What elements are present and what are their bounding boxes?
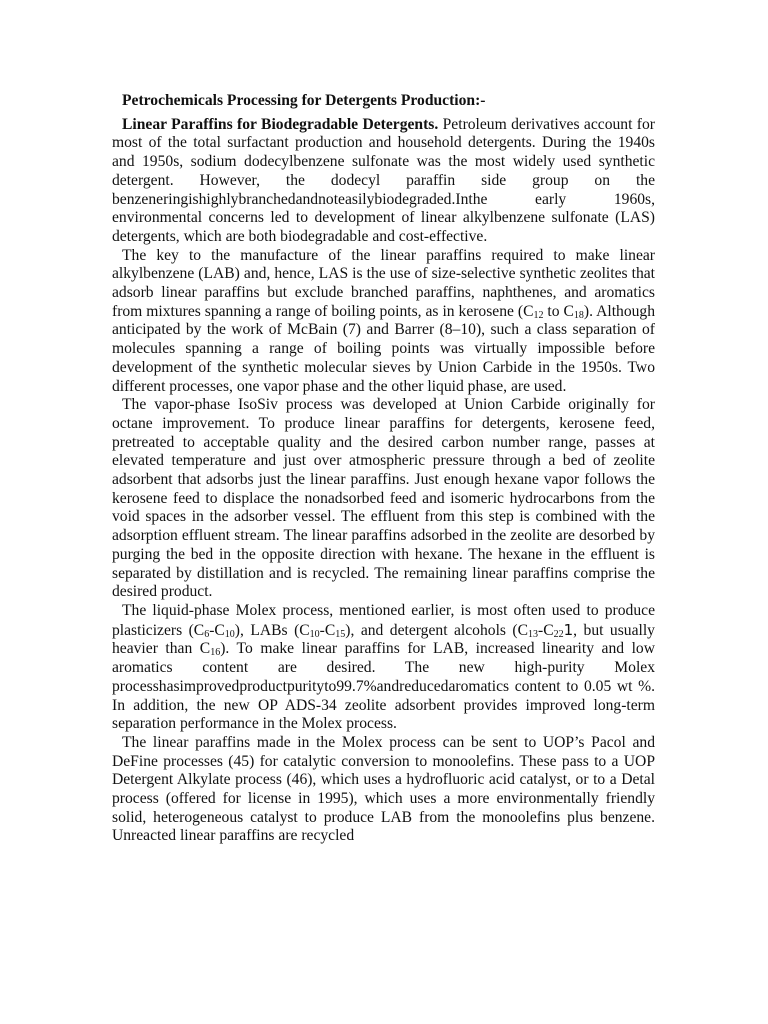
paragraph-zeolites xyxy=(112,247,655,397)
subscript: 6 xyxy=(204,628,210,640)
text-run: , but usually heavier than C xyxy=(112,621,655,658)
paragraph-molex xyxy=(112,602,655,734)
text-run: to C xyxy=(543,302,574,320)
document-page xyxy=(112,92,655,846)
paragraph-linear-paraffins xyxy=(112,116,655,247)
text-run: -C xyxy=(319,621,336,639)
text-run: The liquid-phase Molex process, mentioned earlier, is most often used to produce plasticizers (C xyxy=(112,601,655,639)
paragraph-text: Petroleum derivatives account for most of the total surfactant production and household detergents. During the 1940s and 1950s, sodium dodecylbenzene sulfonate was the most widely used synthetic detergent. However, the dodecyl paraffin side group on the benzeneringishighlybranchedandnoteasilybiodegraded.Inthe early 1960s, environmental concerns led to development of linear alkylbenzene sulfonate (LAS) detergents, which are both biodegradable and cost-effective. xyxy=(112,115,655,245)
text-run: ). Although anticipated by the work of McBain (7) and Barrer (8–10), such a class separation of molecules spanning a range of boiling points was virtually impossible before development of the synthetic molecular sieves by Union Carbide in the 1950s. Two different processes, one vapor phase and the other liquid phase, are used. xyxy=(112,302,656,395)
subscript: 22 xyxy=(553,628,564,640)
subscript: 13 xyxy=(528,628,539,640)
subscript: 10 xyxy=(224,628,235,640)
section-heading: Petrochemicals Processing for Detergents Production:- xyxy=(122,92,486,109)
subscript: 12 xyxy=(533,309,544,321)
subscript: 16 xyxy=(210,647,221,659)
paragraph-pacol-define: The linear paraffins made in the Molex process can be sent to UOP’s Pacol and DeFine processes (45) for catalytic conversion to monoolefins. These pass to a UOP Detergent Alkylate process (46), which uses a hydrofluoric acid catalyst, or to a Detal process (offered for license in 1995), which uses a more environmentally friendly solid, heterogeneous catalyst to produce LAB from the monoolefins plus benzene. Unreacted linear paraffins are recycled xyxy=(112,733,655,845)
subscript: 18 xyxy=(573,309,584,321)
paragraph-lead: Linear Paraffins for Biodegradable Detergents. xyxy=(122,115,439,133)
text-run: 1 xyxy=(563,620,574,639)
text-run: ), and detergent alcohols (C xyxy=(345,621,529,639)
text-run: -C xyxy=(538,621,554,639)
text-run: ). To make linear paraffins for LAB, increased linearity and low aromatics content are desired. The new high-purity Molex processhasimprovedproductpurityto99.7%andreducedaromatics content to 0.05 wt %. In addition, the new OP ADS-34 zeolite adsorbent provides improved long-term separation performance in the Molex process. xyxy=(112,640,655,733)
text-run: ), LABs (C xyxy=(234,621,310,639)
subscript: 10 xyxy=(309,628,320,640)
text-run: The key to the manufacture of the linear paraffins required to make linear alkylbenzene (LAB) and, hence, LAS is the use of size-selective synthetic zeolites that adsorb linear paraffins but exclude branched paraffins, naphthenes, and aromatics from mixtures spanning a range of boiling points, as in kerosene (C xyxy=(112,246,655,320)
subscript: 15 xyxy=(335,628,346,640)
text-run: -C xyxy=(209,621,225,639)
paragraph-isosiv: The vapor-phase IsoSiv process was developed at Union Carbide originally for octane improvement. To produce linear paraffins for detergents, kerosene feed, pretreated to acceptable quality and the desired carbon number range, passes at elevated temperature and just over atmospheric pressure through a bed of zeolite adsorbent that adsorbs just the linear paraffins. Just enough hexane vapor follows the kerosene feed to displace the nonadsorbed feed and isomeric hydrocarbons from the void spaces in the adsorber vessel. The effluent from this step is combined with the adsorption effluent stream. The linear paraffins adsorbed in the zeolite are desorbed by purging the bed in the opposite direction with hexane. The hexane in the effluent is separated by distillation and is recycled. The remaining linear paraffins comprise the desired product. xyxy=(112,396,655,601)
